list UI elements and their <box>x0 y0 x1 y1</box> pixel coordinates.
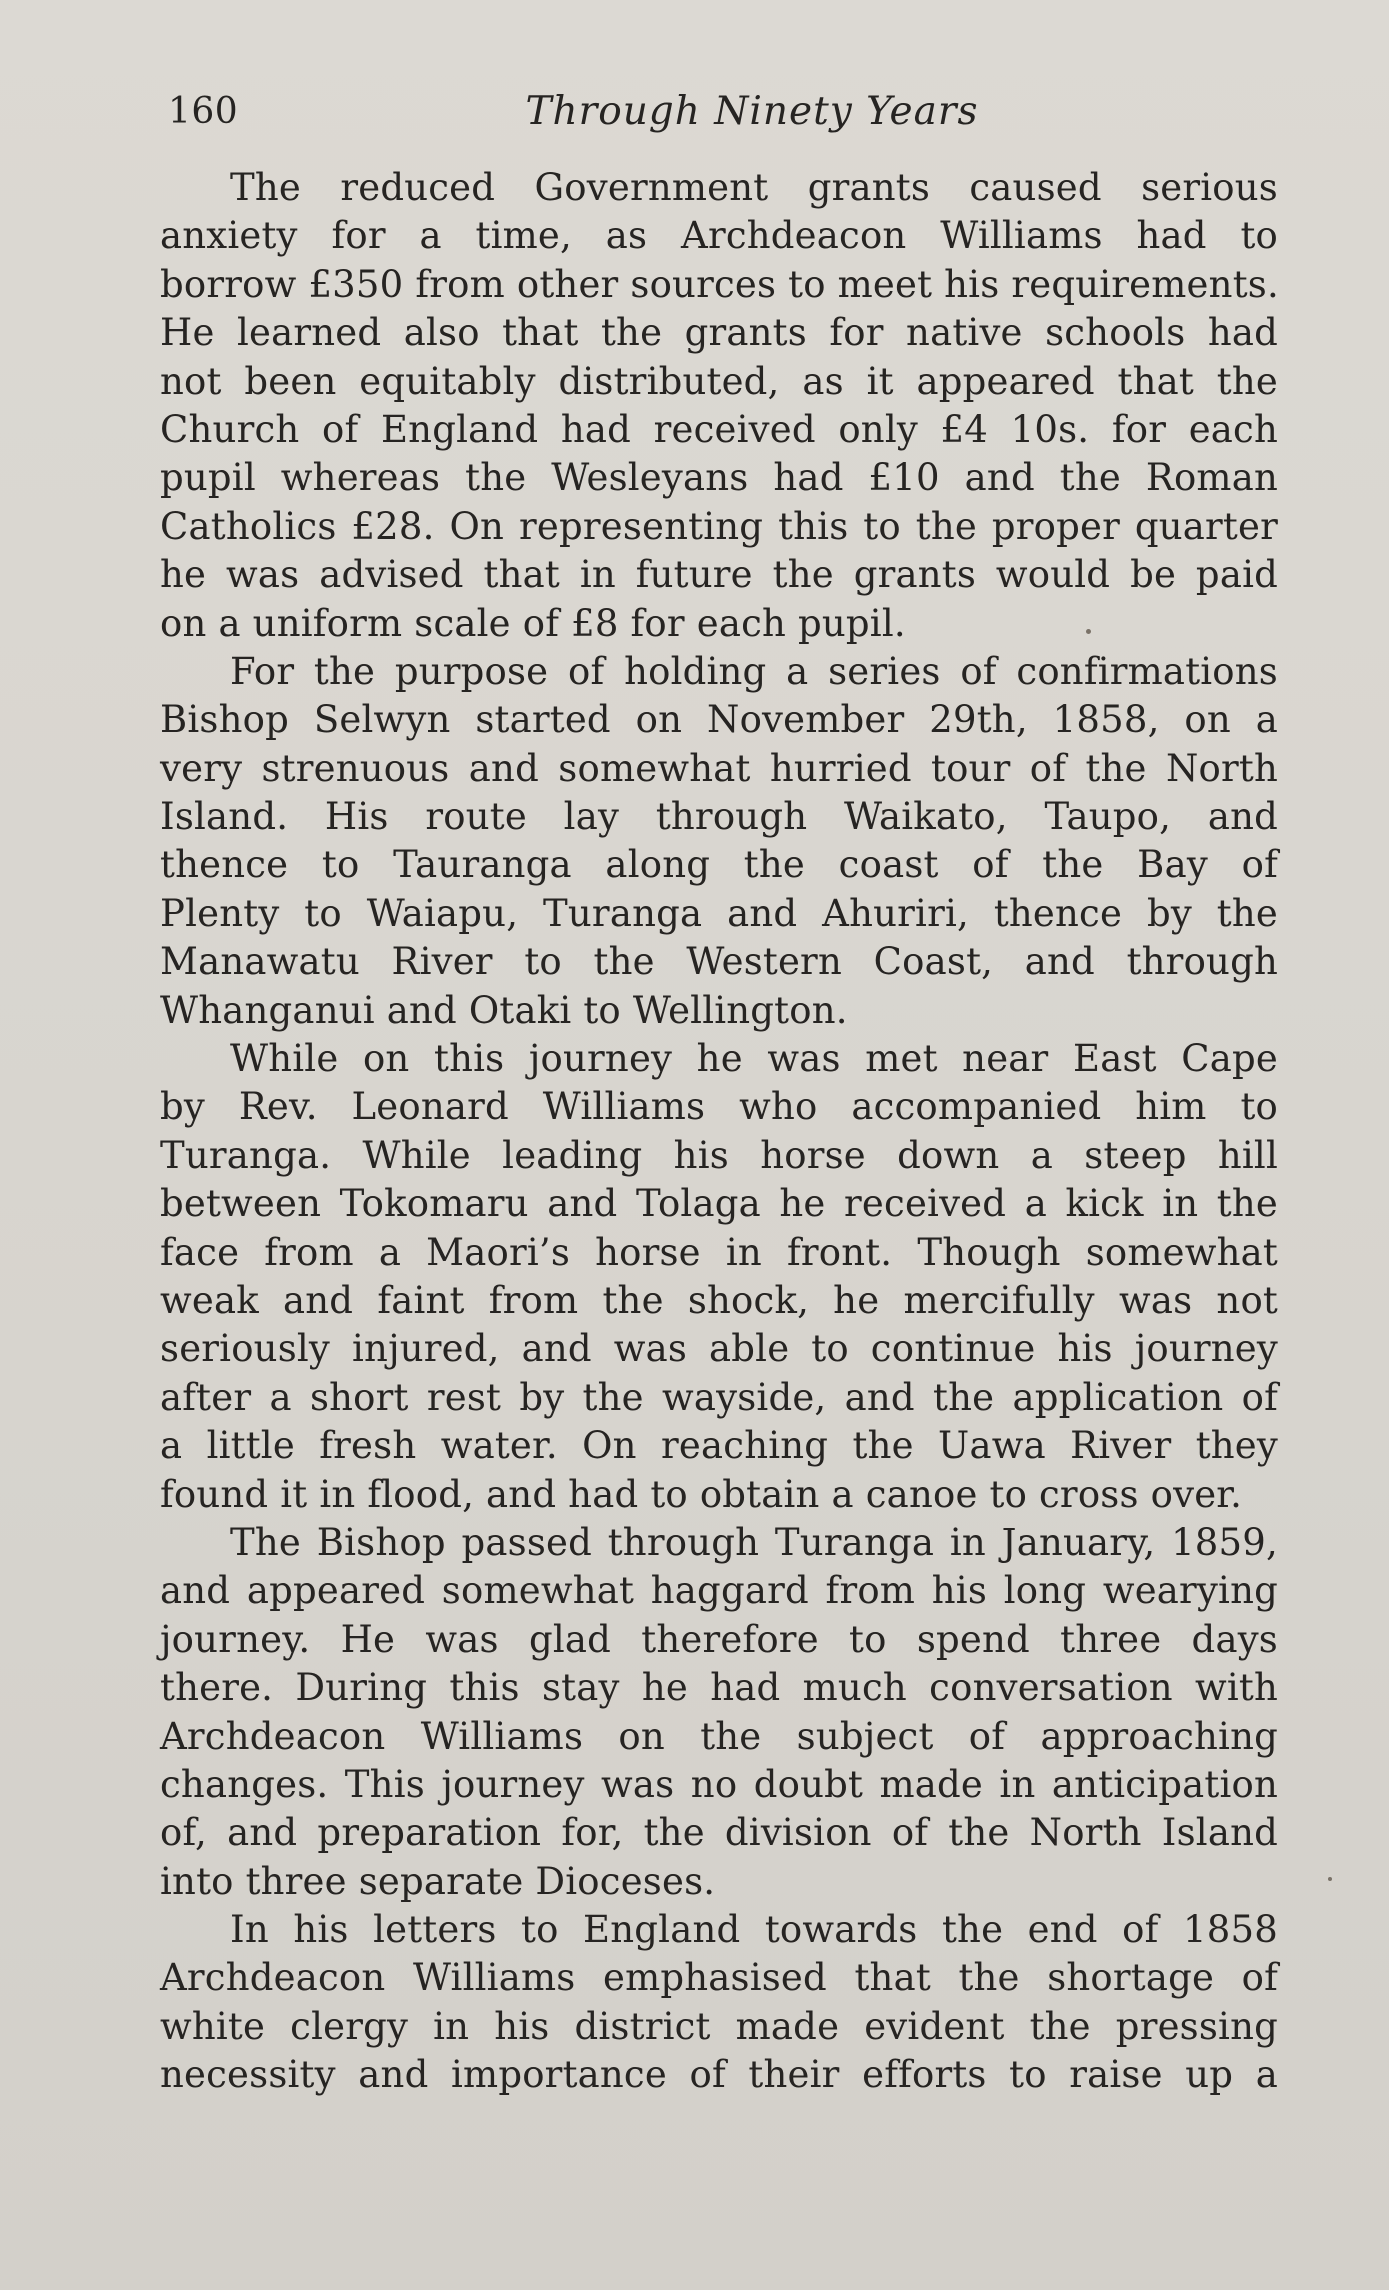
text-line: pupil whereas the Wesleyans had £10 and the Roman <box>160 456 1278 500</box>
text-line: by Rev. Leonard Williams who accompanied him to <box>160 1085 1278 1129</box>
text-line: Whanganui and Otaki to Wellington. <box>160 988 848 1032</box>
text-line: on a uniform scale of £8 for each pupil. <box>160 601 906 645</box>
paper-speck <box>1328 1877 1332 1881</box>
text-line: While on this journey he was met near East Cape <box>230 1037 1278 1081</box>
text-line: of, and preparation for, the division of the North Island <box>160 1811 1278 1855</box>
text-line: For the purpose of holding a series of confirmations <box>230 649 1278 693</box>
text-line: changes. This journey was no doubt made in anticipation <box>160 1762 1278 1806</box>
page-number: 160 <box>168 91 239 132</box>
paragraph-government-grants <box>160 164 1278 648</box>
paper-speck <box>1086 629 1091 634</box>
text-line: between Tokomaru and Tolaga he received a kick in the <box>160 1182 1278 1226</box>
text-line: journey. He was glad therefore to spend three days <box>160 1617 1278 1661</box>
text-line: there. During this stay he had much conversation with <box>160 1666 1278 1710</box>
text-line: not been equitably distributed, as it appeared that the <box>160 359 1278 403</box>
paragraph-confirmation-tour <box>160 648 1278 1035</box>
text-line: very strenuous and somewhat hurried tour of the North <box>160 746 1278 790</box>
running-head <box>168 82 1276 142</box>
text-line: anxiety for a time, as Archdeacon Williams had to <box>160 214 1278 258</box>
text-line: He learned also that the grants for native schools had <box>160 311 1278 355</box>
paragraph-journey-accident <box>160 1035 1278 1519</box>
text-line: found it in flood, and had to obtain a canoe to cross over. <box>160 1472 1243 1516</box>
text-line: Plenty to Waiapu, Turanga and Ahuriri, thence by the <box>160 891 1278 935</box>
text-line: weak and faint from the shock, he mercifully was not <box>160 1278 1278 1322</box>
text-line: white clergy in his district made evident the pressing <box>160 2004 1278 2048</box>
text-line: and appeared somewhat haggard from his long wearying <box>160 1569 1278 1613</box>
text-line: he was advised that in future the grants would be paid <box>160 553 1278 597</box>
text-line: seriously injured, and was able to continue his journey <box>160 1327 1278 1371</box>
text-line: Church of England had received only £4 10s. for each <box>160 407 1278 451</box>
paragraph-bishop-turanga <box>160 1519 1278 1906</box>
text-line: Bishop Selwyn started on November 29th, 1858, on a <box>160 698 1278 742</box>
text-line: Manawatu River to the Western Coast, and through <box>160 940 1278 984</box>
body-text <box>160 164 1278 2100</box>
text-line: The Bishop passed through Turanga in January, 1859, <box>230 1520 1278 1564</box>
text-line: after a short rest by the wayside, and the application of <box>160 1375 1278 1419</box>
running-title: Through Ninety Years <box>525 89 979 134</box>
text-line: borrow £350 from other sources to meet his requirements. <box>160 262 1279 306</box>
text-line: face from a Maori’s horse in front. Though somewhat <box>160 1230 1278 1274</box>
text-line: In his letters to England towards the end of 1858 <box>230 1908 1278 1952</box>
text-line: The reduced Government grants caused serious <box>230 166 1278 209</box>
text-line: necessity and importance of their efforts to raise up a <box>160 2053 1278 2097</box>
text-line: Island. His route lay through Waikato, Taupo, and <box>160 795 1278 839</box>
text-line: into three separate Dioceses. <box>160 1859 716 1903</box>
text-line: Archdeacon Williams on the subject of approaching <box>160 1714 1278 1758</box>
paragraph-letters-england <box>160 1906 1278 2100</box>
text-line: Turanga. While leading his horse down a steep hill <box>160 1133 1278 1177</box>
text-line: thence to Tauranga along the coast of the Bay of <box>160 843 1278 887</box>
text-line: Catholics £28. On representing this to the proper quarter <box>160 504 1278 548</box>
text-line: Archdeacon Williams emphasised that the shortage of <box>160 1956 1278 2000</box>
text-line: a little fresh water. On reaching the Uawa River they <box>160 1424 1278 1468</box>
